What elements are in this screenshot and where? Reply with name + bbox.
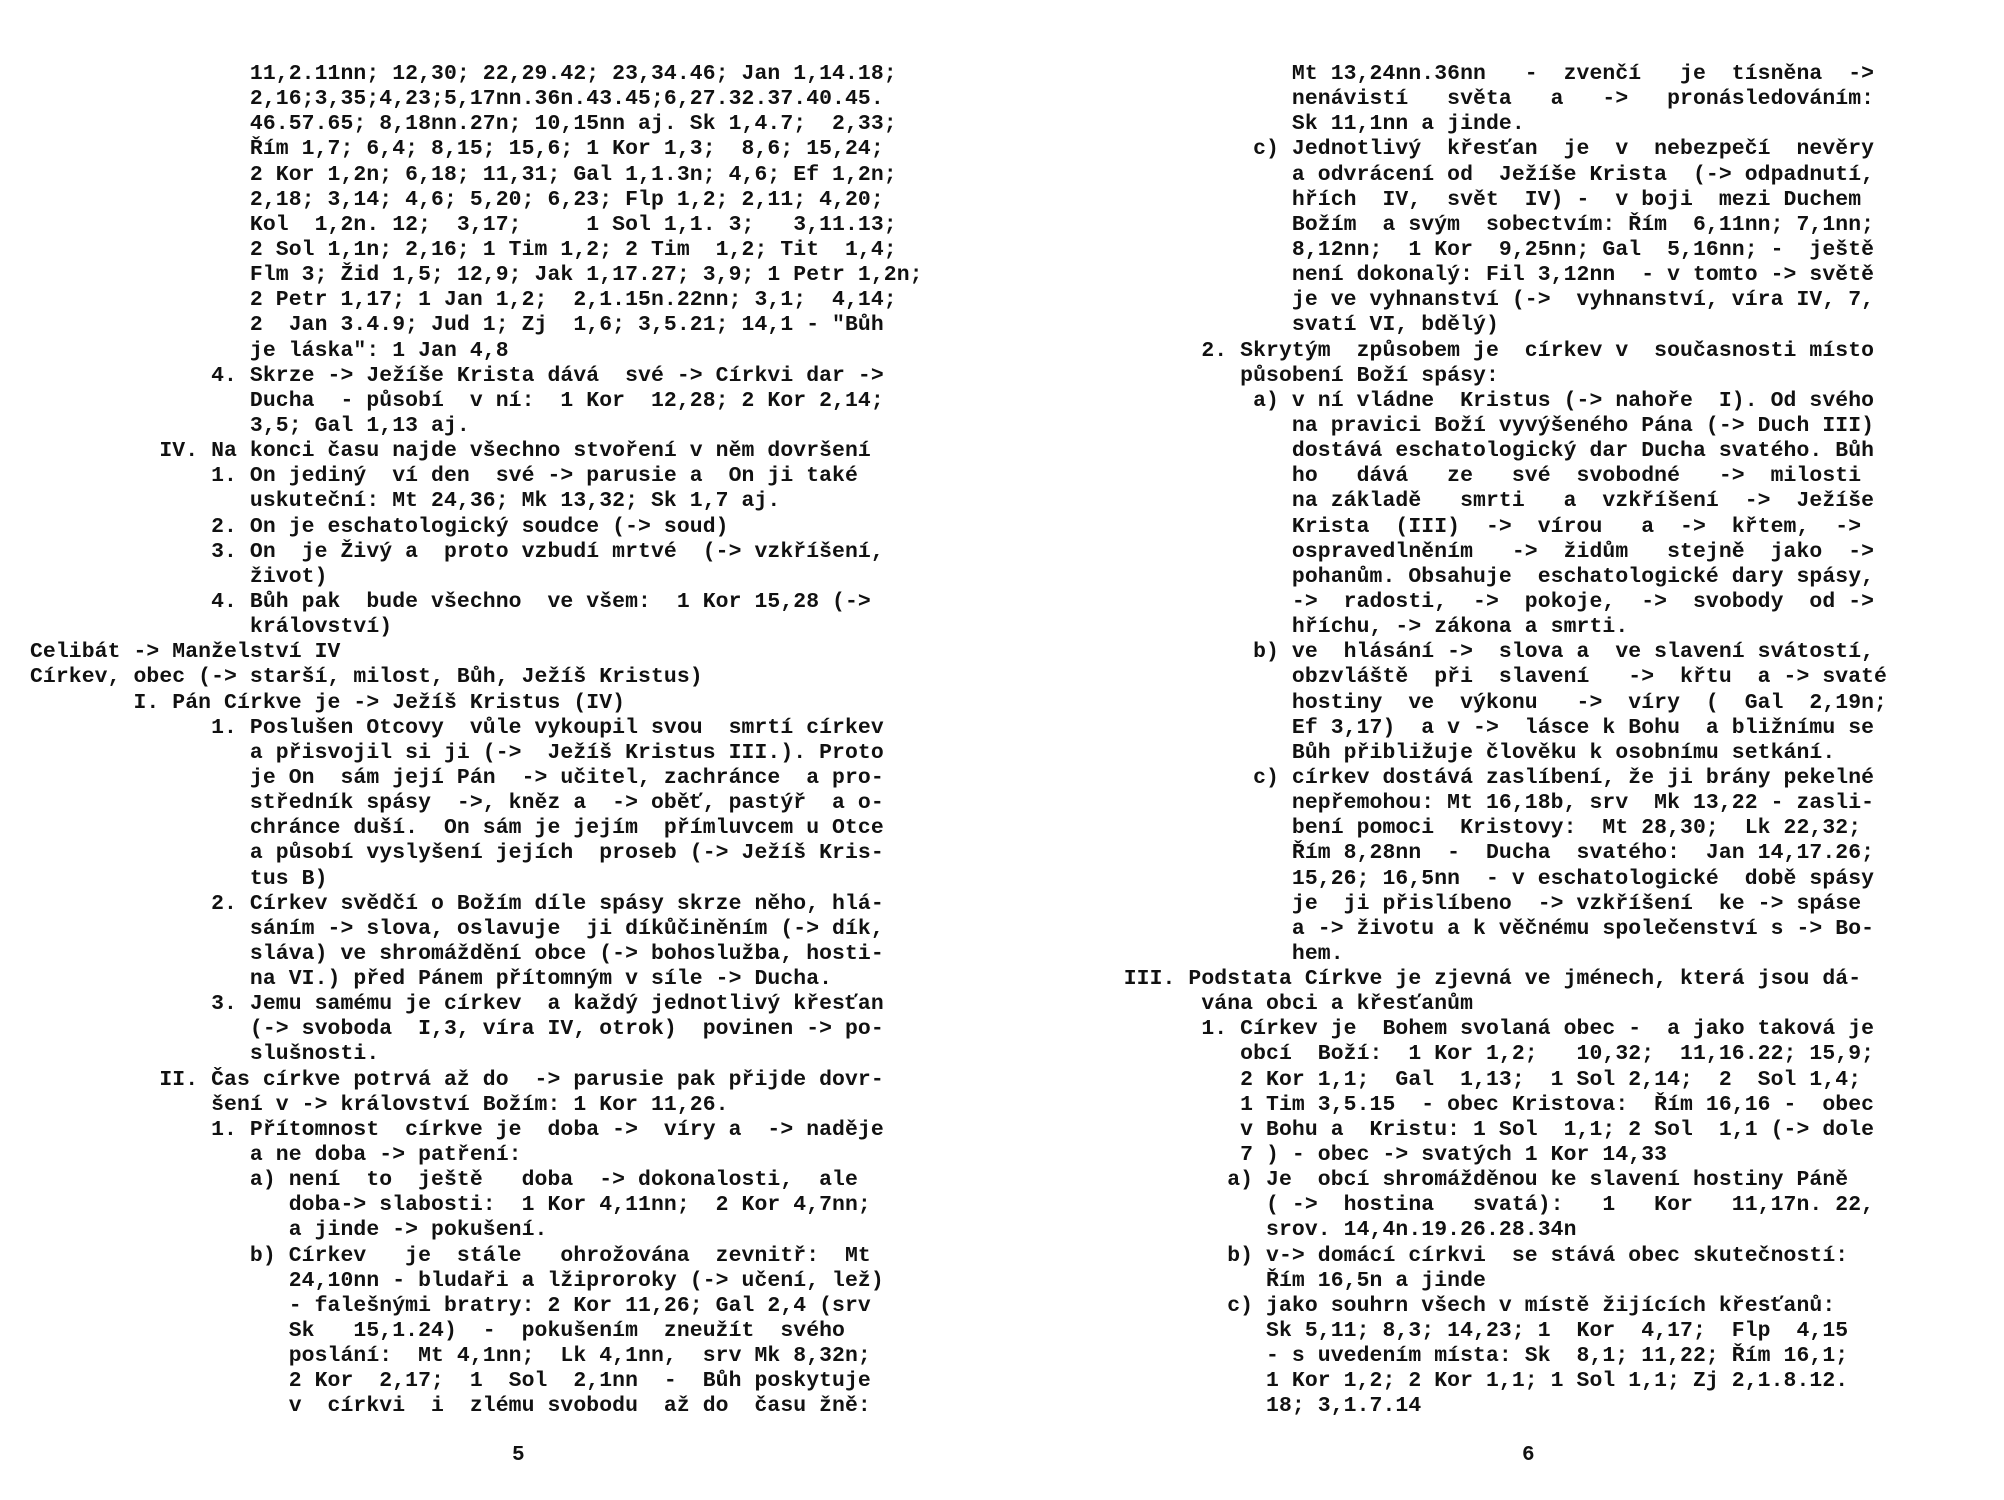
text-line: Sk 5,11; 8,3; 14,23; 1 Kor 4,17; Flp 4,15	[1072, 1319, 1849, 1344]
text-line: na VI.) před Pánem přítomným v síle -> Ducha.	[30, 967, 833, 992]
text-line: Církev, obec (-> starší, milost, Bůh, Ježíš Kristus)	[30, 665, 703, 690]
text-line: 4. Bůh pak bude všechno ve všem: 1 Kor 15,28 (->	[30, 589, 871, 614]
text-line: Řím 8,28nn - Ducha svatého: Jan 14,17.26;	[1072, 841, 1875, 866]
text-line: hem.	[1072, 941, 1344, 966]
text-line: hostiny ve výkonu -> víry ( Gal 2,19n;	[1072, 690, 1887, 715]
text-line: vána obci a křesťanům	[1072, 992, 1474, 1017]
text-line: 1. Církev je Bohem svolaná obec - a jako taková je	[1072, 1017, 1875, 1042]
text-line: a) Je obcí shromážděnou ke slavení hostiny Páně	[1072, 1168, 1849, 1193]
text-line: království)	[30, 615, 393, 640]
text-line: 1. Poslušen Otcovy vůle vykoupil svou smrtí církev	[30, 715, 884, 740]
text-line: Bůh přibližuje člověku k osobnímu setkání.	[1072, 740, 1836, 765]
text-line: a odvrácení od Ježíše Krista (-> odpadnutí,	[1072, 162, 1875, 187]
text-line: působení Boží spásy:	[1072, 363, 1499, 388]
page-right	[1000, 0, 2004, 1500]
text-line: Řím 1,7; 6,4; 8,15; 15,6; 1 Kor 1,3; 8,6; 15,24;	[30, 137, 884, 162]
text-line: ospravedlněním -> židům stejně jako ->	[1072, 539, 1875, 564]
text-line: a přisvojil si ji (-> Ježíš Kristus III.). Proto	[30, 740, 884, 765]
text-line: na pravici Boží vyvýšeného Pána (-> Duch III)	[1072, 413, 1875, 438]
text-line: svatí VI, bdělý)	[1072, 313, 1499, 338]
page-number: 5	[512, 1444, 525, 1467]
text-line: Kol 1,2n. 12; 3,17; 1 Sol 1,1. 3; 3,11.13;	[30, 212, 897, 237]
text-line: - s uvedením místa: Sk 8,1; 11,22; Řím 16,1;	[1072, 1344, 1849, 1369]
text-line: -> radosti, -> pokoje, -> svobody od ->	[1072, 589, 1875, 614]
text-line: a působí vyslyšení jejích proseb (-> Ježíš Kris-	[30, 841, 884, 866]
text-line: není dokonalý: Fil 3,12nn - v tomto -> světě	[1072, 263, 1875, 288]
text-line: nenávistí světa a -> pronásledováním:	[1072, 87, 1875, 112]
text-line: - falešnými bratry: 2 Kor 11,26; Gal 2,4 (srv	[30, 1293, 871, 1318]
text-line: Řím 16,5n a jinde	[1072, 1268, 1486, 1293]
text-line: 8,12nn; 1 Kor 9,25nn; Gal 5,16nn; - ještě	[1072, 237, 1875, 262]
text-line: 4. Skrze -> Ježíše Krista dává své -> Církvi dar ->	[30, 363, 884, 388]
text-line: hříchu, -> zákona a smrti.	[1072, 615, 1629, 640]
text-line: 18; 3,1.7.14	[1072, 1394, 1422, 1419]
text-line: 2. Církev svědčí o Božím díle spásy skrze něho, hlá-	[30, 891, 884, 916]
text-line: 2. On je eschatologický soudce (-> soud)	[30, 514, 729, 539]
text-line: Ducha - působí v ní: 1 Kor 12,28; 2 Kor 2,14;	[30, 388, 884, 413]
text-line: a ne doba -> patření:	[30, 1143, 522, 1168]
text-line: 2,18; 3,14; 4,6; 5,20; 6,23; Flp 1,2; 2,11; 4,20;	[30, 187, 884, 212]
text-line: Ef 3,17) a v -> lásce k Bohu a bližnímu se	[1072, 715, 1875, 740]
text-line: 2 Jan 3.4.9; Jud 1; Zj 1,6; 3,5.21; 14,1 - "Bůh	[30, 313, 884, 338]
text-line: uskuteční: Mt 24,36; Mk 13,32; Sk 1,7 aj.	[30, 489, 781, 514]
text-line: doba-> slabosti: 1 Kor 4,11nn; 2 Kor 4,7nn;	[30, 1193, 871, 1218]
text-line: 1 Kor 1,2; 2 Kor 1,1; 1 Sol 1,1; Zj 2,1.8.12.	[1072, 1369, 1849, 1394]
text-line: 15,26; 16,5nn - v eschatologické době spásy	[1072, 866, 1875, 891]
page-text	[1072, 62, 1887, 1420]
text-line: Sk 15,1.24) - pokušením zneužít svého	[30, 1319, 845, 1344]
text-line: 7 ) - obec -> svatých 1 Kor 14,33	[1072, 1143, 1668, 1168]
text-line: šení v -> království Božím: 1 Kor 11,26.	[30, 1092, 729, 1117]
text-line: je ji přislíbeno -> vzkříšení ke -> spáse	[1072, 891, 1862, 916]
text-line: 24,10nn - bludaři a lžiproroky (-> učení, lež)	[30, 1268, 884, 1293]
page-text	[30, 62, 923, 1420]
text-line: 46.57.65; 8,18nn.27n; 10,15nn aj. Sk 1,4.7; 2,33;	[30, 112, 897, 137]
text-line: nepřemohou: Mt 16,18b, srv Mk 13,22 - zasli-	[1072, 791, 1875, 816]
text-line: II. Čas církve potrvá až do -> parusie pak přijde dovr-	[30, 1067, 884, 1092]
text-line: (-> svoboda I,3, víra IV, otrok) povinen -> po-	[30, 1017, 884, 1042]
text-line: IV. Na konci času najde všechno stvoření v něm dovršení	[30, 439, 871, 464]
text-line: c) církev dostává zaslíbení, že ji brány pekelné	[1072, 765, 1875, 790]
text-line: život)	[30, 564, 328, 589]
text-line: dostává eschatologický dar Ducha svatého. Bůh	[1072, 439, 1875, 464]
text-line: je láska": 1 Jan 4,8	[30, 338, 509, 363]
text-line: pohanům. Obsahuje eschatologické dary spásy,	[1072, 564, 1875, 589]
text-line: v církvi i zlému svobodu až do času žně:	[30, 1394, 871, 1419]
text-line: 2 Sol 1,1n; 2,16; 1 Tim 1,2; 2 Tim 1,2; Tit 1,4;	[30, 237, 897, 262]
text-line: 1 Tim 3,5.15 - obec Kristova: Řím 16,16 - obec	[1072, 1092, 1875, 1117]
text-line: b) ve hlásání -> slova a ve slavení svátostí,	[1072, 640, 1875, 665]
text-line: b) Církev je stále ohrožována zevnitř: Mt	[30, 1243, 871, 1268]
text-line: Krista (III) -> vírou a -> křtem, ->	[1072, 514, 1862, 539]
text-line: je ve vyhnanství (-> vyhnanství, víra IV, 7,	[1072, 288, 1875, 313]
text-line: a) není to ještě doba -> dokonalosti, ale	[30, 1168, 858, 1193]
text-line: hřích IV, svět IV) - v boji mezi Duchem	[1072, 187, 1862, 212]
text-line: 3. Jemu samému je církev a každý jednotlivý křesťan	[30, 992, 884, 1017]
text-line: sáním -> slova, oslavuje ji díkůčiněním (-> dík,	[30, 916, 884, 941]
text-line: I. Pán Církve je -> Ježíš Kristus (IV)	[30, 690, 626, 715]
text-line: slušnosti.	[30, 1042, 380, 1067]
text-line: Celibát -> Manželství IV	[30, 640, 341, 665]
text-line: bení pomoci Kristovy: Mt 28,30; Lk 22,32;	[1072, 816, 1862, 841]
text-line: 2,16;3,35;4,23;5,17nn.36n.43.45;6,27.32.37.40.45.	[30, 87, 884, 112]
page-number: 6	[1522, 1444, 1535, 1467]
text-line: je On sám její Pán -> učitel, zachránce a pro-	[30, 765, 884, 790]
text-line: poslání: Mt 4,1nn; Lk 4,1nn, srv Mk 8,32n;	[30, 1344, 871, 1369]
text-line: v Bohu a Kristu: 1 Sol 1,1; 2 Sol 1,1 (-> dole	[1072, 1117, 1875, 1142]
text-line: 1. On jediný ví den své -> parusie a On ji také	[30, 464, 858, 489]
text-line: Mt 13,24nn.36nn - zvenčí je tísněna ->	[1072, 62, 1875, 86]
text-line: a jinde -> pokušení.	[30, 1218, 548, 1243]
text-line: 2 Petr 1,17; 1 Jan 1,2; 2,1.15n.22nn; 3,1; 4,14;	[30, 288, 897, 313]
text-line: a) v ní vládne Kristus (-> nahoře I). Od svého	[1072, 388, 1875, 413]
text-line: chránce duší. On sám je jejím přímluvcem u Otce	[30, 816, 884, 841]
text-line: 2 Kor 1,1; Gal 1,13; 1 Sol 2,14; 2 Sol 1,4;	[1072, 1067, 1862, 1092]
text-line: tus B)	[30, 866, 328, 891]
text-line: 2 Kor 1,2n; 6,18; 11,31; Gal 1,1.3n; 4,6; Ef 1,2n;	[30, 162, 897, 187]
page-left	[0, 0, 1000, 1500]
text-line: III. Podstata Církve je zjevná ve jménech, která jsou dá-	[1072, 967, 1862, 992]
text-line: b) v-> domácí církvi se stává obec skutečností:	[1072, 1243, 1849, 1268]
text-line: 3,5; Gal 1,13 aj.	[30, 413, 470, 438]
text-line: Sk 11,1nn a jinde.	[1072, 112, 1525, 137]
text-line: 3. On je Živý a proto vzbudí mrtvé (-> vzkříšení,	[30, 539, 884, 564]
text-line: obcí Boží: 1 Kor 1,2; 10,32; 11,16.22; 15,9;	[1072, 1042, 1875, 1067]
text-line: c) jako souhrn všech v místě žijících křesťanů:	[1072, 1293, 1836, 1318]
text-line: 11,2.11nn; 12,30; 22,29.42; 23,34.46; Jan 1,14.18;	[30, 62, 897, 86]
text-line: c) Jednotlivý křesťan je v nebezpečí nevěry	[1072, 137, 1875, 162]
text-line: 2 Kor 2,17; 1 Sol 2,1nn - Bůh poskytuje	[30, 1369, 871, 1394]
text-line: sláva) ve shromáždění obce (-> bohoslužba, hosti-	[30, 941, 884, 966]
text-line: středník spásy ->, kněz a -> oběť, pastýř a o-	[30, 791, 884, 816]
text-line: Flm 3; Žid 1,5; 12,9; Jak 1,17.27; 3,9; 1 Petr 1,2n;	[30, 263, 923, 288]
text-line: 2. Skrytým způsobem je církev v současnosti místo	[1072, 338, 1875, 363]
text-line: na základě smrti a vzkříšení -> Ježíše	[1072, 489, 1875, 514]
text-line: ho dává ze své svobodné -> milosti	[1072, 464, 1862, 489]
text-line: srov. 14,4n.19.26.28.34n	[1072, 1218, 1577, 1243]
text-line: Božím a svým sobectvím: Řím 6,11nn; 7,1nn;	[1072, 212, 1875, 237]
text-line: a -> životu a k věčnému společenství s -> Bo-	[1072, 916, 1875, 941]
text-line: ( -> hostina svatá): 1 Kor 11,17n. 22,	[1072, 1193, 1875, 1218]
text-line: 1. Přítomnost církve je doba -> víry a -> naděje	[30, 1117, 884, 1142]
text-line: obzvláště při slavení -> křtu a -> svaté	[1072, 665, 1887, 690]
